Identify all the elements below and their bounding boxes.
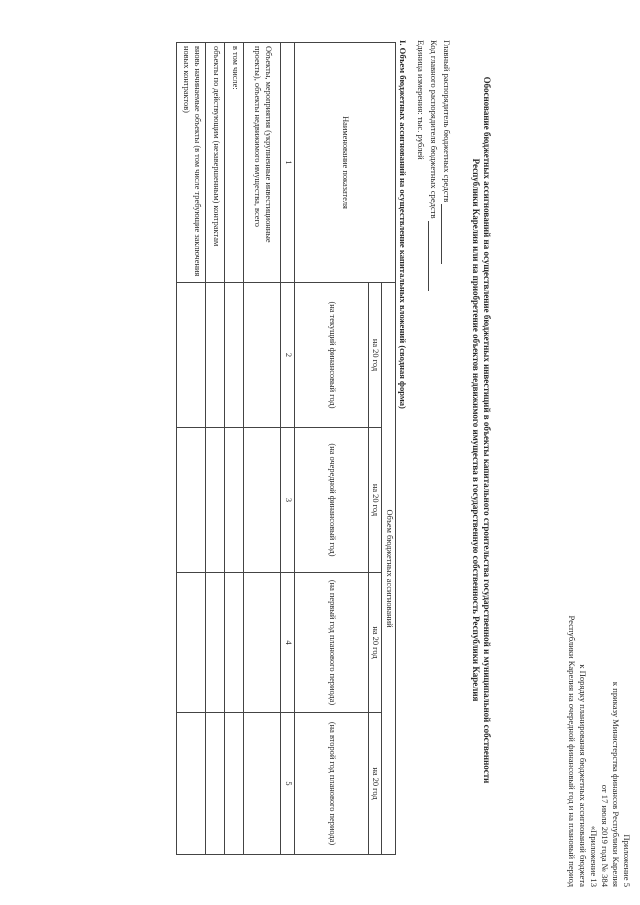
document-title	[470, 40, 492, 820]
code-label: Код главного распорядителя бюджетных средств	[429, 40, 439, 219]
column-number: 1	[281, 43, 295, 283]
table-cell	[244, 283, 281, 428]
column-number: 5	[281, 713, 295, 855]
administrator-label: Главный распорядитель бюджетных средств	[442, 40, 452, 203]
period-year-plan1: на 20 год	[369, 573, 383, 713]
table-cell	[225, 428, 244, 573]
table-cell	[225, 713, 244, 855]
table-cell	[225, 283, 244, 428]
col-name-header: Наименование показателя	[295, 43, 396, 283]
table-row	[244, 43, 281, 855]
column-number: 4	[281, 573, 295, 713]
period-year-next: на 20 год	[369, 428, 383, 573]
table-header-row-1	[382, 43, 396, 855]
volume-header: Объем бюджетных ассигнований	[382, 283, 396, 855]
row-label: объекты по действующим (незавершенным) контрактам	[206, 43, 225, 283]
code-field	[428, 40, 439, 291]
administrator-blank	[441, 204, 442, 264]
column-number-row	[281, 43, 295, 855]
approval-line-6: Республики Карелия на очередной финансовый год и на плановый период	[567, 615, 577, 887]
table-row	[206, 43, 225, 855]
column-number: 3	[281, 428, 295, 573]
table-cell	[244, 713, 281, 855]
unit-label: Единица измерения: тыс. рублей	[416, 40, 426, 160]
table-cell	[206, 428, 225, 573]
document-title-line-1: Обоснование бюджетных ассигнований на осуществление бюджетных инвестиций в объекты капитального строительства государственной и муниципальной собственности	[482, 76, 492, 784]
administrator-field	[441, 40, 452, 291]
document-meta	[413, 40, 452, 291]
period-desc-plan1: (на первый год планового периода)	[295, 573, 369, 713]
period-desc-plan2: (на второй год планового периода)	[295, 713, 369, 855]
period-year-current: на 20 год	[369, 283, 383, 428]
table-cell	[177, 283, 206, 428]
section-heading: I. Объем бюджетных ассигнований на осуществление капитальных вложений (сводная форма)	[398, 40, 408, 409]
approval-line-4: «Приложение 13	[589, 825, 599, 887]
document-title-line-2: Республики Карелия или на приобретение объектов недвижимого имущества в государственную собственность Республики Карелия	[471, 158, 481, 702]
approval-line-2: к приказу Министерства финансов Республики Карелия	[611, 681, 621, 887]
period-year-plan2: на 20 год	[369, 713, 383, 855]
table-cell	[206, 573, 225, 713]
period-desc-current: (на текущий финансовый год)	[295, 283, 369, 428]
row-label: в том числе:	[225, 43, 244, 283]
code-blank	[428, 221, 429, 291]
table-cell	[177, 713, 206, 855]
table-row	[177, 43, 206, 855]
table-cell	[206, 713, 225, 855]
approval-line-1: Приложение 5	[622, 834, 632, 887]
row-label: Объекты, мероприятия (укрупненные инвестиционные проекты), объекты недвижимого имущества, всего	[244, 43, 281, 283]
budget-table	[177, 42, 397, 855]
period-desc-next: (на очередной финансовый год)	[295, 428, 369, 573]
approval-line-5: к Порядку планирования бюджетных ассигнований бюджета	[578, 664, 588, 887]
column-number: 2	[281, 283, 295, 428]
approval-stamp-block	[566, 327, 632, 887]
table-row	[225, 43, 244, 855]
table-cell	[177, 428, 206, 573]
row-label: вновь начинаемые объекты (в том числе требующие заключения новых контрактов)	[177, 43, 206, 283]
table-cell	[225, 573, 244, 713]
table-cell	[244, 428, 281, 573]
approval-line-3: от 17 июля 2019 года № 384	[600, 784, 610, 887]
table-cell	[244, 573, 281, 713]
table-cell	[177, 573, 206, 713]
table-cell	[206, 283, 225, 428]
